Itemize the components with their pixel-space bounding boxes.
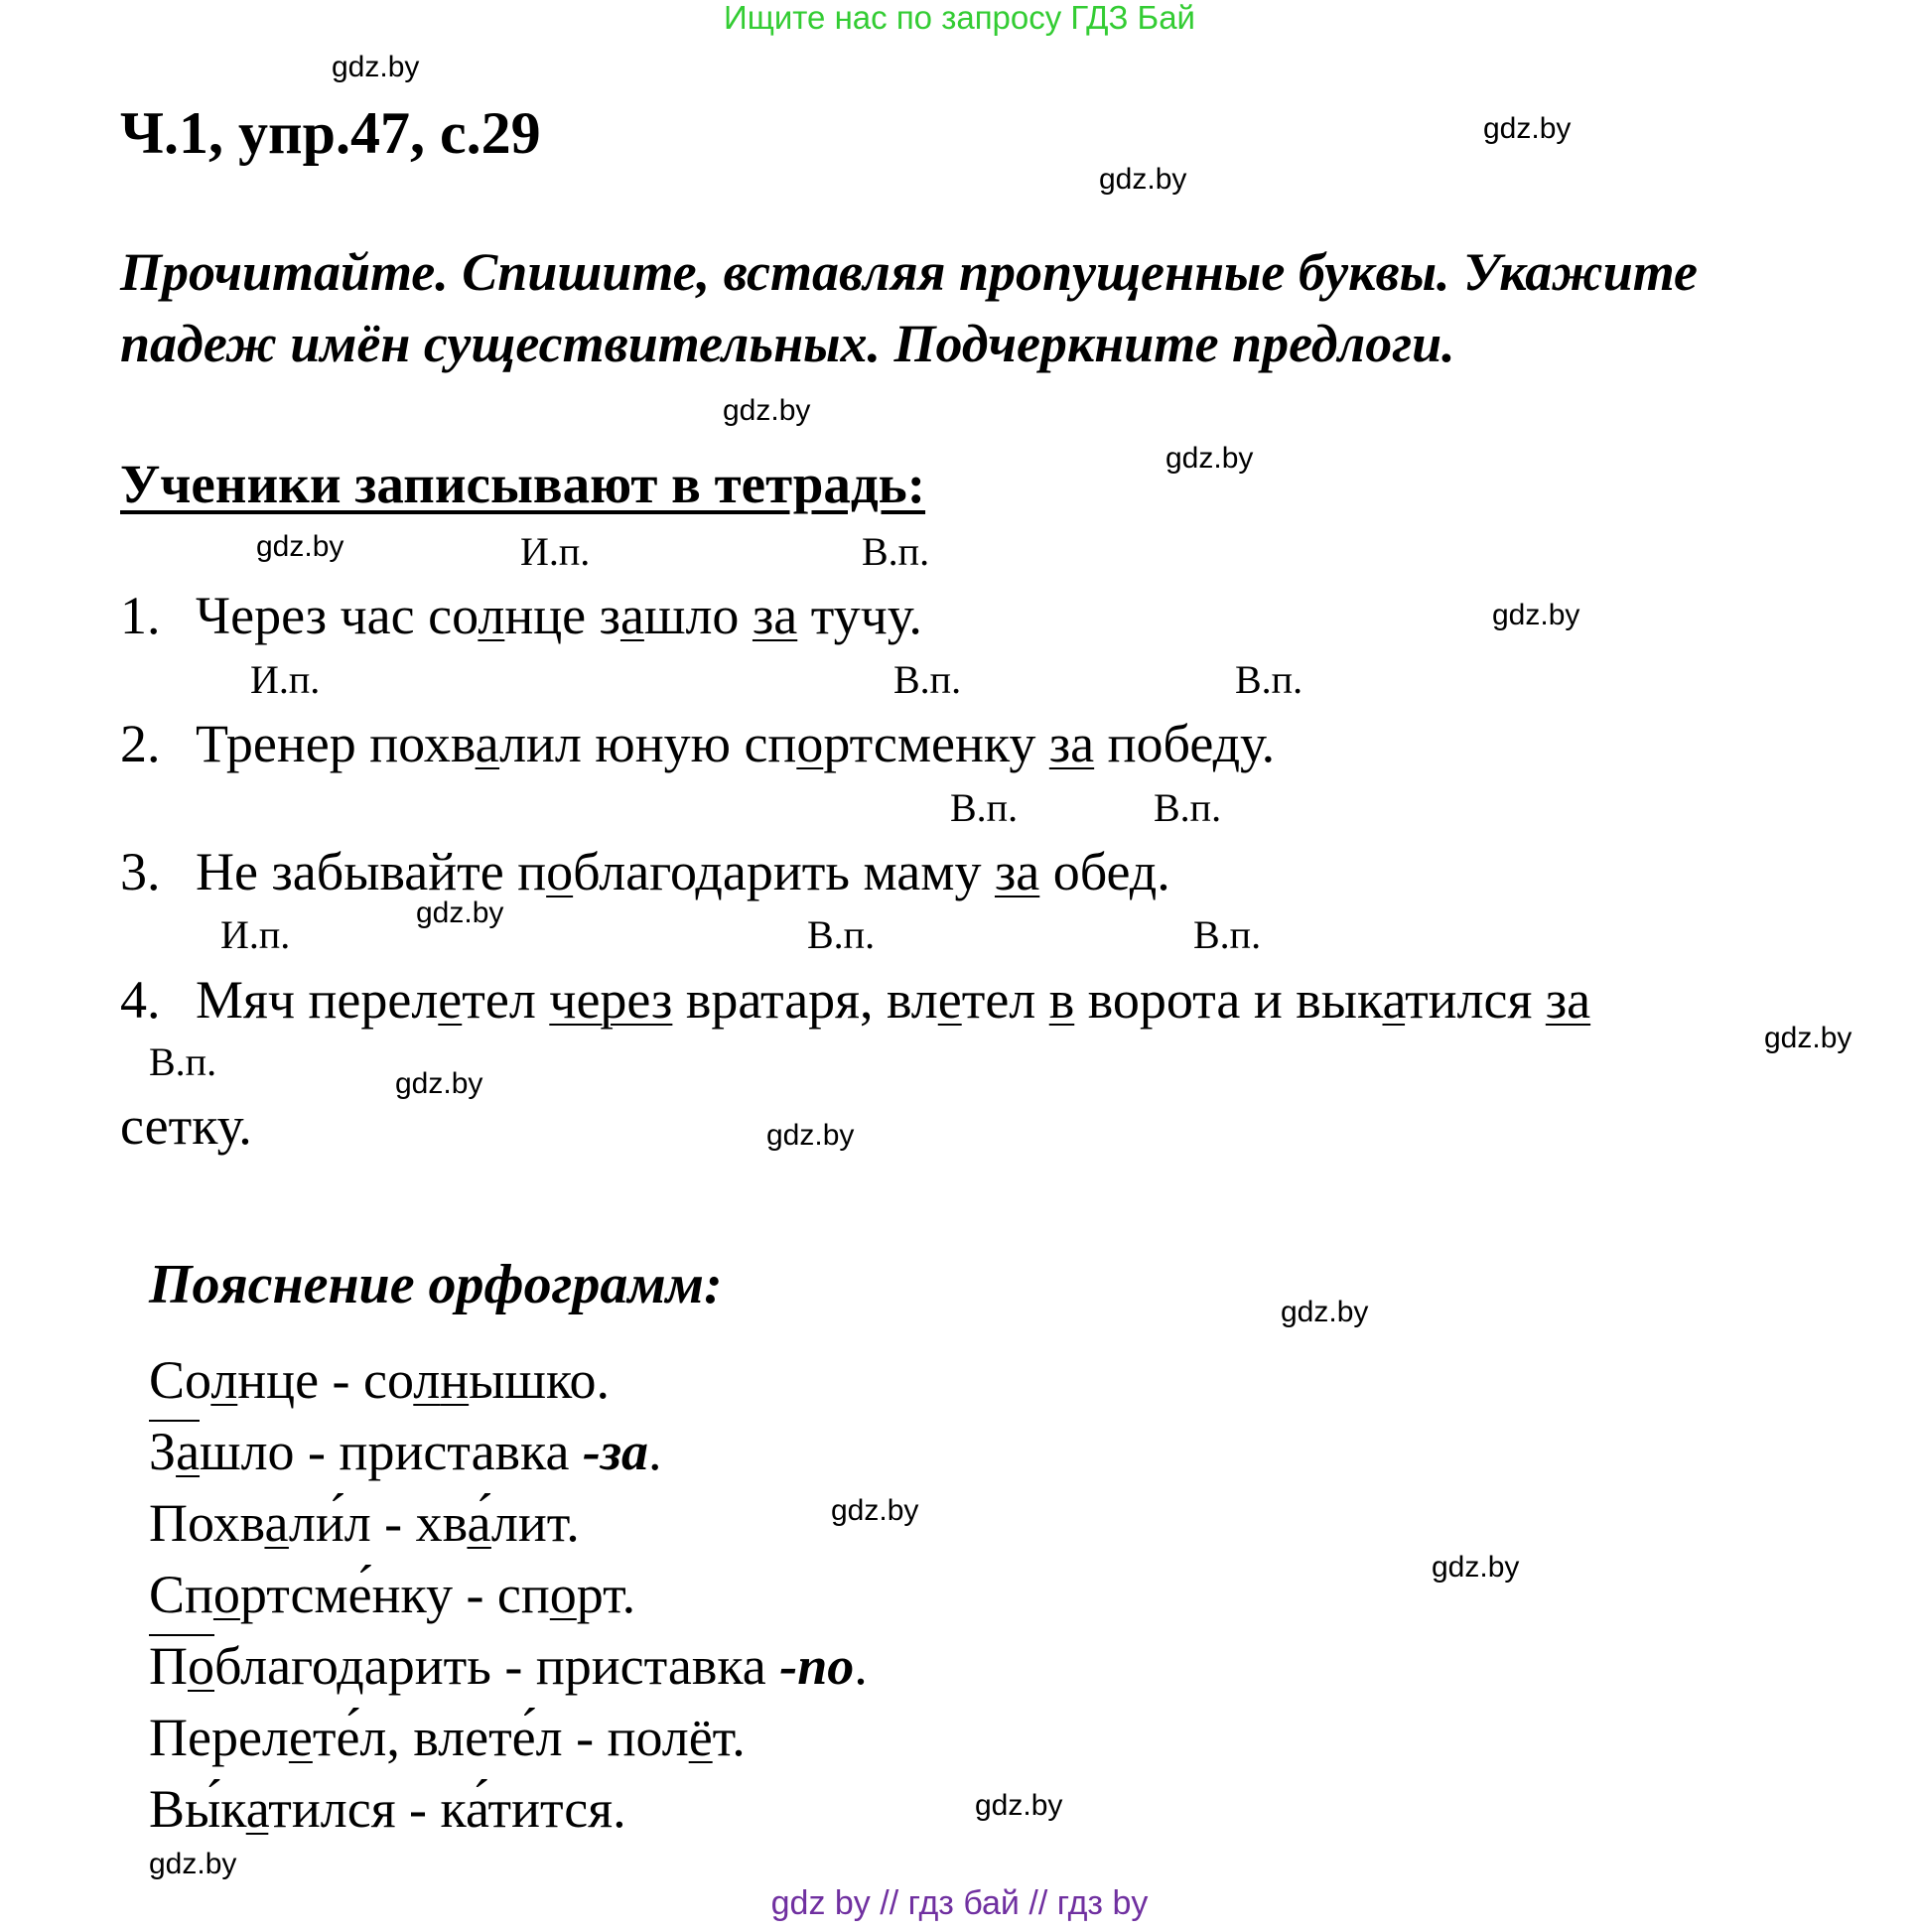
task-line: падеж имён существительных. Подчеркните предлоги.	[120, 314, 1455, 373]
spelling-letter: а́	[467, 1493, 491, 1553]
preposition: за	[1545, 970, 1591, 1030]
watermark: gdz.by	[256, 530, 344, 563]
text: благодарить - приставка	[214, 1636, 780, 1696]
explanation-title: Пояснение орфограмм:	[149, 1254, 723, 1315]
spelling-letter: е	[288, 1708, 313, 1767]
text: нце з	[504, 586, 620, 645]
sentence-4	[120, 968, 1590, 1032]
text: тел	[462, 970, 550, 1030]
spelling-letter: а	[264, 1493, 289, 1553]
spelling-letter: о	[796, 714, 824, 773]
prefix: -за	[582, 1422, 648, 1481]
text: вратаря, вл	[672, 970, 938, 1030]
text: Мяч перел	[196, 970, 439, 1030]
task-line: Прочитайте. Спишите, вставляя пропущенные буквы. Укажите	[120, 242, 1698, 302]
spelling-letter: е	[438, 970, 463, 1030]
sentence-number: 1.	[120, 586, 161, 645]
watermark: gdz.by	[1764, 1022, 1852, 1054]
preposition: в	[1048, 970, 1075, 1030]
sentence-3	[120, 840, 1170, 903]
sentence-number: 2.	[120, 714, 161, 773]
text: рт.	[576, 1565, 636, 1624]
text: ли́л - хв	[288, 1493, 468, 1553]
watermark: gdz.by	[332, 51, 420, 83]
text: Не забывайте п	[196, 842, 547, 901]
text: шло - приставка	[200, 1422, 583, 1481]
text: Перел	[149, 1708, 289, 1767]
text: благодарить маму	[573, 842, 995, 901]
text: т.	[712, 1708, 746, 1767]
watermark: gdz.by	[1099, 163, 1187, 196]
explanation-line	[149, 1563, 635, 1626]
watermark: gdz.by	[723, 394, 811, 427]
watermark: gdz.by	[975, 1789, 1063, 1822]
text: Со	[149, 1350, 211, 1410]
case-label: В.п.	[1235, 657, 1303, 702]
spelling-letter: л	[478, 586, 505, 645]
watermark: gdz.by	[1432, 1551, 1520, 1584]
sentence-number: 4.	[120, 970, 161, 1030]
watermark: gdz.by	[1281, 1296, 1369, 1328]
spelling-letter: л	[210, 1350, 238, 1410]
text: .	[854, 1636, 868, 1696]
text: тился	[1405, 970, 1546, 1030]
text: нце - со	[237, 1350, 414, 1410]
prefix-mark: З	[149, 1422, 177, 1481]
spelling-letter: о	[212, 1565, 240, 1624]
spelling-letter: о	[546, 842, 574, 901]
watermark: gdz.by	[416, 897, 504, 929]
text: Через час со	[196, 586, 479, 645]
watermark: gdz.by	[1483, 112, 1572, 145]
sentence-4-continuation: сетку.	[120, 1096, 252, 1156]
text: Похв	[149, 1493, 265, 1553]
prefix-mark: П	[149, 1636, 188, 1696]
preposition: за	[994, 842, 1040, 901]
case-label: В.п.	[950, 785, 1019, 830]
case-label: В.п.	[807, 912, 876, 957]
top-banner: Ищите нас по запросу ГДЗ Бай	[724, 0, 1195, 36]
explanation-line	[149, 1491, 580, 1555]
text: Тренер похв	[196, 714, 476, 773]
text: .	[1157, 842, 1170, 901]
case-label: В.п.	[1193, 912, 1262, 957]
text: тучу.	[797, 586, 922, 645]
text: те́л, влете́л - пол	[312, 1708, 689, 1767]
preposition: через	[549, 970, 673, 1030]
explanation-line	[149, 1706, 746, 1769]
sentence-2	[120, 712, 1275, 775]
watermark: gdz.by	[1165, 442, 1254, 475]
spelling-letter: н	[440, 1350, 470, 1410]
task-text	[120, 236, 1698, 379]
text: ышко.	[469, 1350, 610, 1410]
case-label: В.п.	[893, 657, 962, 702]
spelling-letter: а	[176, 1422, 201, 1481]
case-label: В.п.	[1154, 785, 1222, 830]
case-label: В.п.	[862, 529, 930, 574]
text: ртсме́нку - сп	[239, 1565, 550, 1624]
footer-links[interactable]: gdz by // гдз бай // гдз by	[770, 1884, 1149, 1922]
spelling-letter: а	[619, 586, 644, 645]
spelling-letter: о	[549, 1565, 577, 1624]
text: шло	[643, 586, 753, 645]
spelling-letter: а	[245, 1779, 269, 1839]
explanation-line	[149, 1777, 626, 1841]
explanation-line	[149, 1348, 610, 1412]
spelling-letter: а	[1382, 970, 1406, 1030]
section-title: Ученики записывают в тетрадь:	[120, 454, 926, 514]
text: Сп	[149, 1565, 213, 1624]
spelling-letter: о	[188, 1636, 214, 1696]
text: тел	[961, 970, 1049, 1030]
sentence-1	[120, 584, 922, 647]
watermark: gdz.by	[766, 1119, 855, 1152]
spelling-letter: д	[1129, 842, 1158, 901]
text: обе	[1039, 842, 1130, 901]
case-label: И.п.	[220, 912, 291, 957]
watermark: gdz.by	[149, 1848, 237, 1880]
text: тился - ка́тится.	[268, 1779, 626, 1839]
text: ворота и вык	[1074, 970, 1383, 1030]
text: Вы́к	[149, 1779, 246, 1839]
explanation-line	[149, 1420, 661, 1483]
watermark: gdz.by	[1492, 599, 1580, 631]
prefix: -по	[779, 1636, 855, 1696]
sentence-number: 3.	[120, 842, 161, 901]
preposition: за	[1048, 714, 1095, 773]
case-label: И.п.	[250, 657, 321, 702]
text: лил юную сп	[499, 714, 797, 773]
spelling-letter: а	[475, 714, 500, 773]
text: ртсменку	[823, 714, 1049, 773]
spelling-letter: ё	[688, 1708, 713, 1767]
watermark: gdz.by	[395, 1067, 483, 1100]
page-title: Ч.1, упр.47, с.29	[120, 100, 541, 166]
text: лит.	[490, 1493, 580, 1553]
watermark: gdz.by	[831, 1494, 919, 1527]
preposition: за	[752, 586, 798, 645]
case-label: В.п.	[149, 1039, 217, 1084]
text: .	[647, 1422, 662, 1481]
text: победу.	[1094, 714, 1276, 773]
spelling-letter: е	[937, 970, 962, 1030]
explanation-line	[149, 1634, 868, 1698]
case-label: И.п.	[520, 529, 591, 574]
spelling-letter: л	[413, 1350, 441, 1410]
